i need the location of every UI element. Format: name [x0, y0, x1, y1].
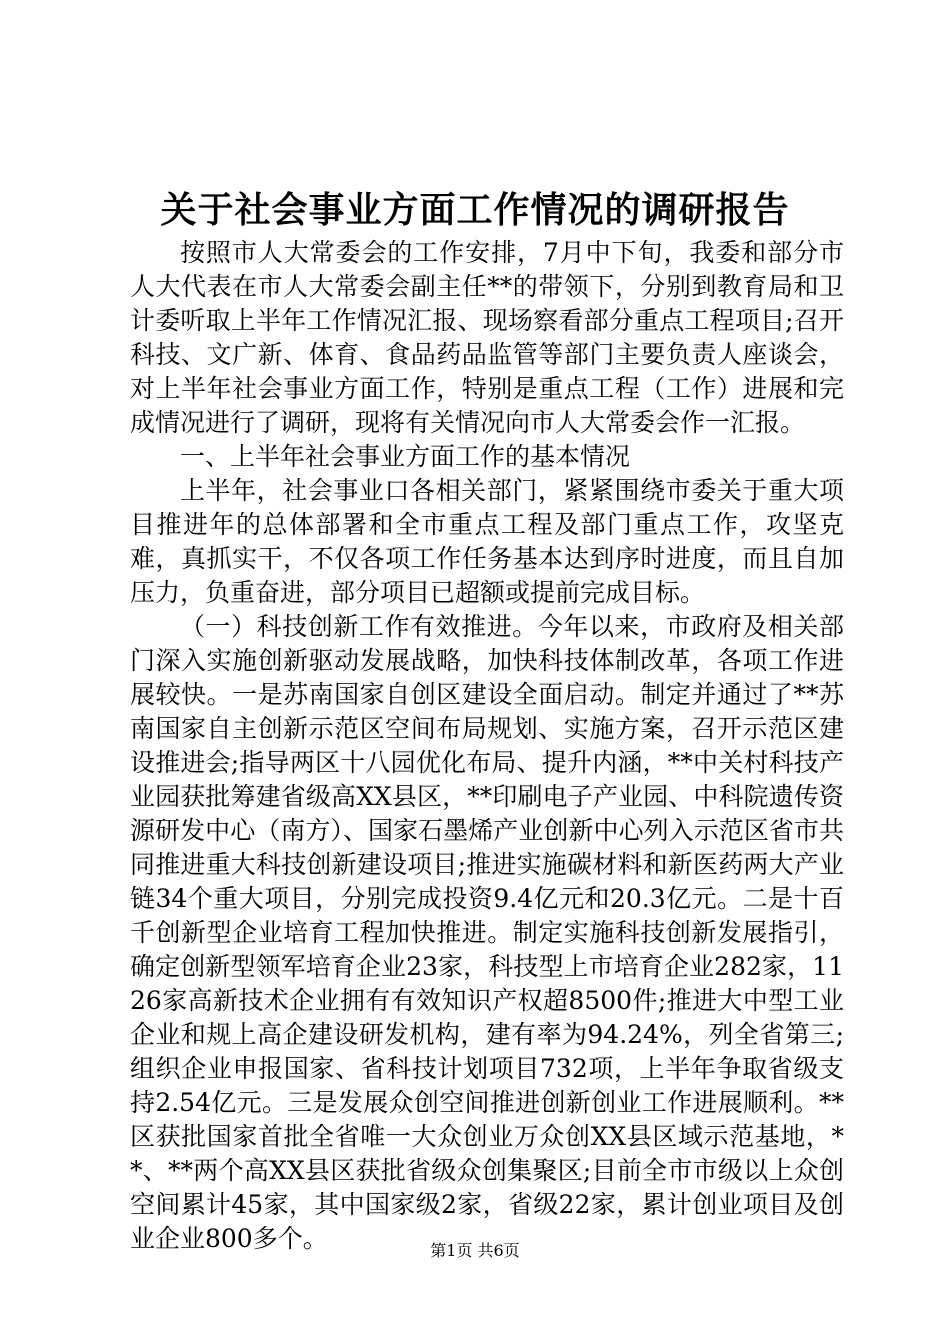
- document-title: 关于社会事业方面工作情况的调研报告: [160, 189, 790, 231]
- section-heading: 一、上半年社会事业方面工作的基本情况: [180, 442, 631, 471]
- document-body: [130, 236, 844, 1256]
- paragraph-tech-innovation: （一）科技创新工作有效推进。今年以来，市政府及相关部门深入实施创新驱动发展战略，加快科技体制改革，各项工作进展较快。一是苏南国家自创区建设全面启动。制定并通过了**苏南国家自主创新示范区空间布局规划、实施方案，召开示范区建设推进会;指导两区十八园优化布局、提升内涵，**中关村科技产业园获批筹建省级高XX县区，**印刷电子产业园、中科院遗传资源研发中心（南方）、国家石墨烯产业创新中心列入示范区省市共同推进重大科技创新建设项目;推进实施碳材料和新医药两大产业链34个重大项目，分别完成投资9.4亿元和20.3亿元。二是十百千创新型企业培育工程加快推进。制定实施科技创新发展指引，确定创新型领军培育企业23家，科技型上市培育企业282家，1126家高新技术企业拥有有效知识产权超8500件;推进大中型工业企业和规上高企建设研发机构，建有率为94.24%，列全省第三;组织企业申报国家、省科技计划项目732项，上半年争取省级支持2.54亿元。三是发展众创空间推进创新创业工作进展顺利。**区获批国家首批全省唯一大众创业万众创XX县区域示范基地，**、**两个高XX县区获批省级众创集聚区;目前全市市级以上众创空间累计45家，其中国家级2家，省级22家，累计创业项目及创业企业800多个。: [130, 612, 844, 1253]
- paragraph-intro: 按照市人大常委会的工作安排，7月中下旬，我委和部分市人大代表在市人大常委会副主任**的带领下，分别到教育局和卫计委听取上半年工作情况汇报、现场察看部分重点工程项目;召开科技、文广新、体育、食品药品监管等部门主要负责人座谈会，对上半年社会事业方面工作，特别是重点工程（工作）进展和完成情况进行了调研，现将有关情况向市人大常委会作一汇报。: [130, 238, 844, 437]
- paragraph-overview: 上半年，社会事业口各相关部门，紧紧围绕市委关于重大项目推进年的总体部署和全市重点工程及部门重点工作，攻坚克难，真抓实干，不仅各项工作任务基本达到序时进度，而且自加压力，负重奋进，部分项目已超额或提前完成目标。: [130, 476, 844, 607]
- page-footer: 第1页 共6页: [430, 1241, 520, 1260]
